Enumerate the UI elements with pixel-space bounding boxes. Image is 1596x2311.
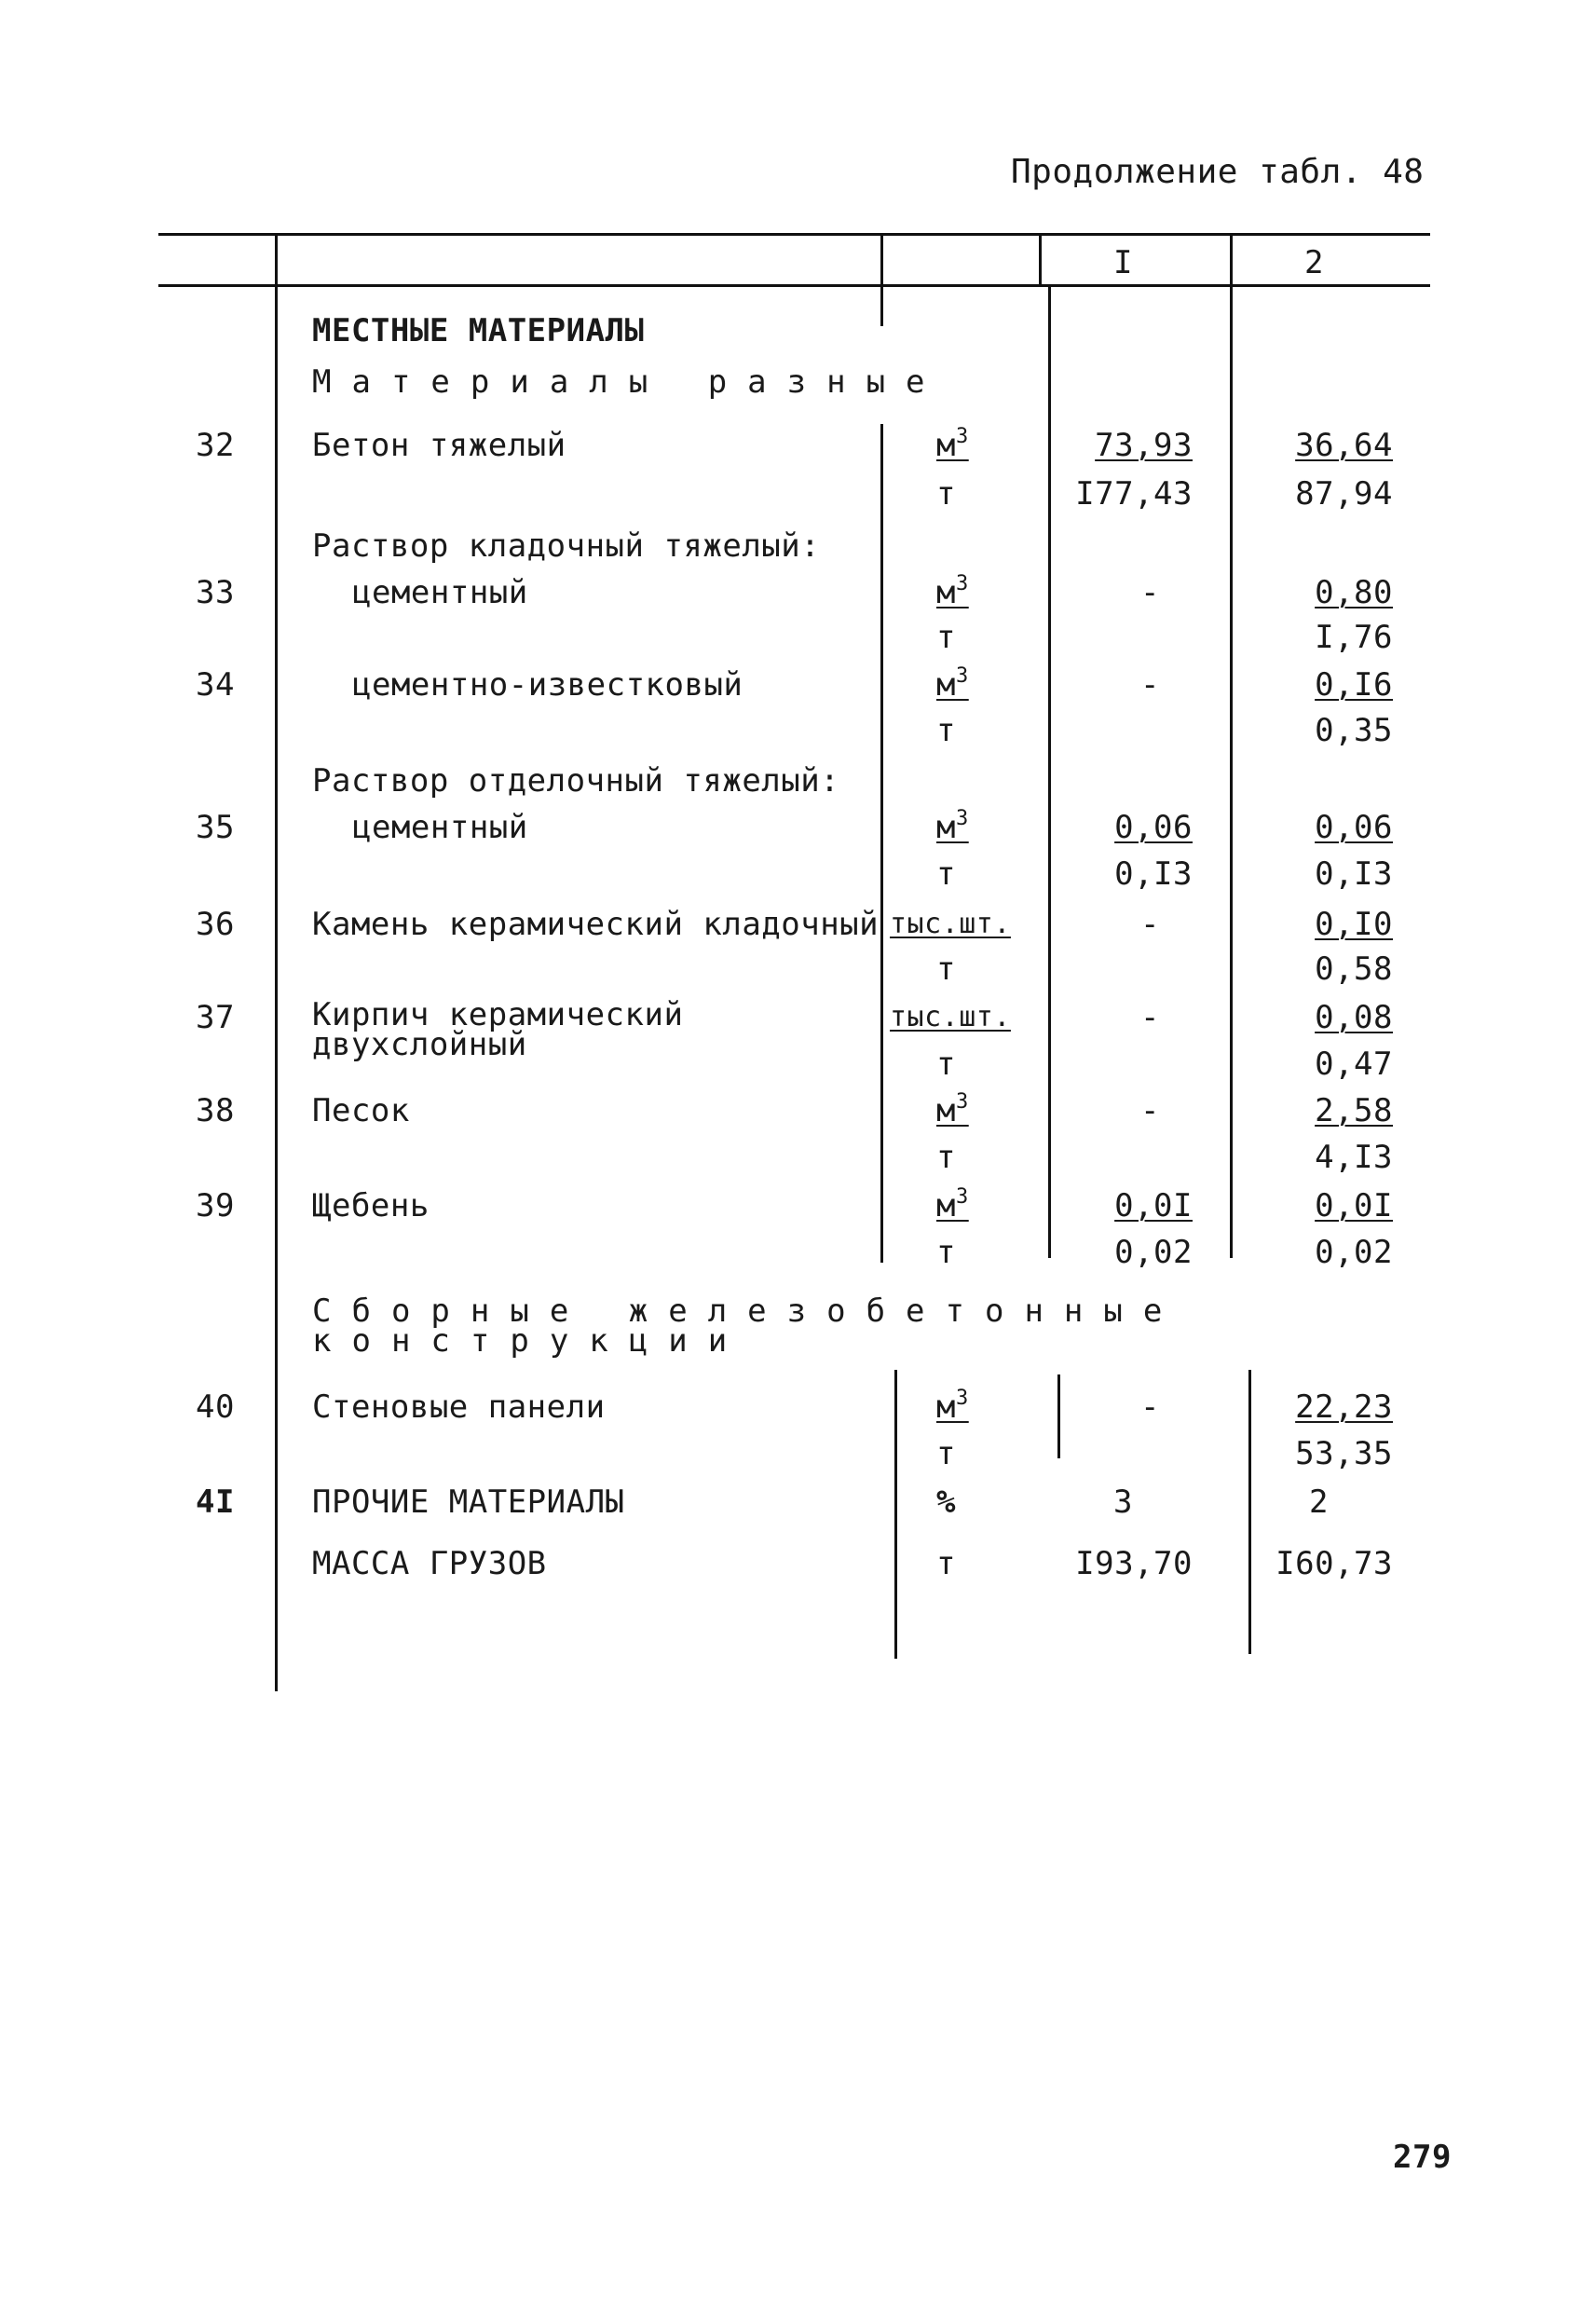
row-unit-top: $м^3$ xyxy=(936,1089,969,1129)
row-c1-bottom: 0,I3 xyxy=(1114,855,1193,893)
row-number: 33 xyxy=(196,574,235,611)
row-c2-bottom: 0,35 xyxy=(1315,712,1393,749)
row-c2-bottom: 0,47 xyxy=(1315,1046,1393,1083)
row-number: 35 xyxy=(196,809,235,846)
row-name: Щебень xyxy=(312,1187,430,1224)
row-name: ПРОЧИЕ МАТЕРИАЛЫ xyxy=(312,1484,625,1521)
row-unit-top: $м^3$ xyxy=(936,424,969,464)
row-name-line2: двухслойный xyxy=(312,1026,527,1063)
row-unit-top: $м^3$ xyxy=(936,663,969,704)
table-continuation-caption: Продолжение табл. 48 xyxy=(1011,153,1425,191)
total-c1: I93,70 xyxy=(1075,1545,1193,1582)
row-unit-top: $м^3$ xyxy=(936,1184,969,1224)
row-c2-bottom: 0,58 xyxy=(1315,950,1393,988)
subsection-misc-materials: Материалы разные xyxy=(312,363,946,401)
row-name: цементно-известковый xyxy=(352,666,743,704)
c1-col-rule xyxy=(1048,284,1051,1258)
row-c2-top: 0,06 xyxy=(1315,809,1393,846)
page-number: 279 xyxy=(1393,2139,1452,2176)
row-name: Кирпич керамический xyxy=(312,996,684,1033)
row-name: Бетон тяжелый xyxy=(312,427,566,464)
row-number: 39 xyxy=(196,1187,235,1224)
row-c1-top: 3 xyxy=(1113,1484,1133,1521)
row-number: 38 xyxy=(196,1092,235,1129)
row-unit-top: тыс.шт. xyxy=(890,1001,1011,1033)
row-c1-top: - xyxy=(1140,906,1160,943)
row-name: Стеновые панели xyxy=(312,1388,606,1426)
row-c2-bottom: 0,I3 xyxy=(1315,855,1393,893)
table-col-divider-number xyxy=(275,233,278,1691)
row-number: 32 xyxy=(196,427,235,464)
row-name: Камень керамический кладочный xyxy=(312,906,880,943)
row-c2-top: 0,I0 xyxy=(1315,906,1393,943)
total-name: МАССА ГРУЗОВ xyxy=(312,1545,547,1582)
row-c2-top: 36,64 xyxy=(1295,427,1393,464)
row-number: 34 xyxy=(196,666,235,704)
row-c2-bottom: 87,94 xyxy=(1295,475,1393,513)
c2-col-rule xyxy=(1230,284,1233,1258)
group-title-masonry-mortar: Раствор кладочный тяжелый: xyxy=(312,527,821,565)
row-c2-top: 0,08 xyxy=(1315,999,1393,1036)
total-unit: т xyxy=(936,1545,956,1582)
row-unit-bottom: т xyxy=(936,1234,956,1271)
row-unit-bottom: т xyxy=(936,1435,956,1472)
row-c2-top: 2,58 xyxy=(1315,1092,1393,1129)
row-c2-top: 0,80 xyxy=(1315,574,1393,611)
row-c2-bottom: 0,02 xyxy=(1315,1234,1393,1271)
row-unit-bottom: т xyxy=(936,855,956,893)
table-top-rule xyxy=(158,233,1430,236)
row-c2-top: 2 xyxy=(1309,1484,1329,1521)
unit-col-rule-lower xyxy=(894,1370,897,1659)
row-c2-bottom: 53,35 xyxy=(1295,1435,1393,1472)
row-c1-bottom: 0,02 xyxy=(1114,1234,1193,1271)
row-c1-bottom: I77,43 xyxy=(1075,475,1193,513)
section-title-local-materials: МЕСТНЫЕ МАТЕРИАЛЫ xyxy=(312,312,645,349)
row-c1-top: 0,0I xyxy=(1114,1187,1193,1224)
row-c1-top: 73,93 xyxy=(1095,427,1193,464)
column-header-2: 2 xyxy=(1304,244,1324,281)
row-c1-top: - xyxy=(1140,574,1160,611)
row-c2-top: 0,0I xyxy=(1315,1187,1393,1224)
row-c2-bottom: 4,I3 xyxy=(1315,1139,1393,1176)
subsection-precast-concrete-line2: конструкции xyxy=(312,1322,748,1360)
row-c1-top: - xyxy=(1140,1388,1160,1426)
row-unit-bottom: т xyxy=(936,475,956,513)
row-number: 36 xyxy=(196,906,235,943)
table-col-divider-name-header xyxy=(880,233,883,326)
total-c2: I60,73 xyxy=(1275,1545,1393,1582)
row-unit-top: тыс.шт. xyxy=(890,908,1011,940)
row-name: Песок xyxy=(312,1092,410,1129)
row-c1-top: - xyxy=(1140,999,1160,1036)
row-unit-bottom: т xyxy=(936,1139,956,1176)
row-number: 40 xyxy=(196,1388,235,1426)
group-title-finishing-mortar: Раствор отделочный тяжелый: xyxy=(312,762,840,800)
row-unit-top: % xyxy=(936,1484,956,1521)
row-c1-top: - xyxy=(1140,1092,1160,1129)
column-header-1: I xyxy=(1113,244,1133,281)
row-c2-top: 22,23 xyxy=(1295,1388,1393,1426)
row-unit-top: $м^3$ xyxy=(936,806,969,846)
table-col-divider-c1-header xyxy=(1230,233,1233,284)
row-unit-top: $м^3$ xyxy=(936,1386,969,1426)
row-number: 4I xyxy=(196,1484,235,1521)
row-unit-bottom: т xyxy=(936,950,956,988)
row-name: цементный xyxy=(352,809,528,846)
table-col-divider-unit-header xyxy=(1039,233,1042,284)
row-c2-bottom: I,76 xyxy=(1315,619,1393,656)
row-unit-bottom: т xyxy=(936,712,956,749)
row-c2-top: 0,I6 xyxy=(1315,666,1393,704)
row-name: цементный xyxy=(352,574,528,611)
row-unit-top: $м^3$ xyxy=(936,571,969,611)
unit-col-rule xyxy=(880,424,883,1263)
row-c1-top: - xyxy=(1140,666,1160,704)
row-unit-bottom: т xyxy=(936,619,956,656)
c1-col-rule-lower xyxy=(1057,1374,1060,1458)
row-unit-bottom: т xyxy=(936,1046,956,1083)
row-number: 37 xyxy=(196,999,235,1036)
table-header-rule xyxy=(158,284,1430,287)
subsection-precast-concrete: Сборные железобетонные xyxy=(312,1292,1183,1330)
row-c1-top: 0,06 xyxy=(1114,809,1193,846)
